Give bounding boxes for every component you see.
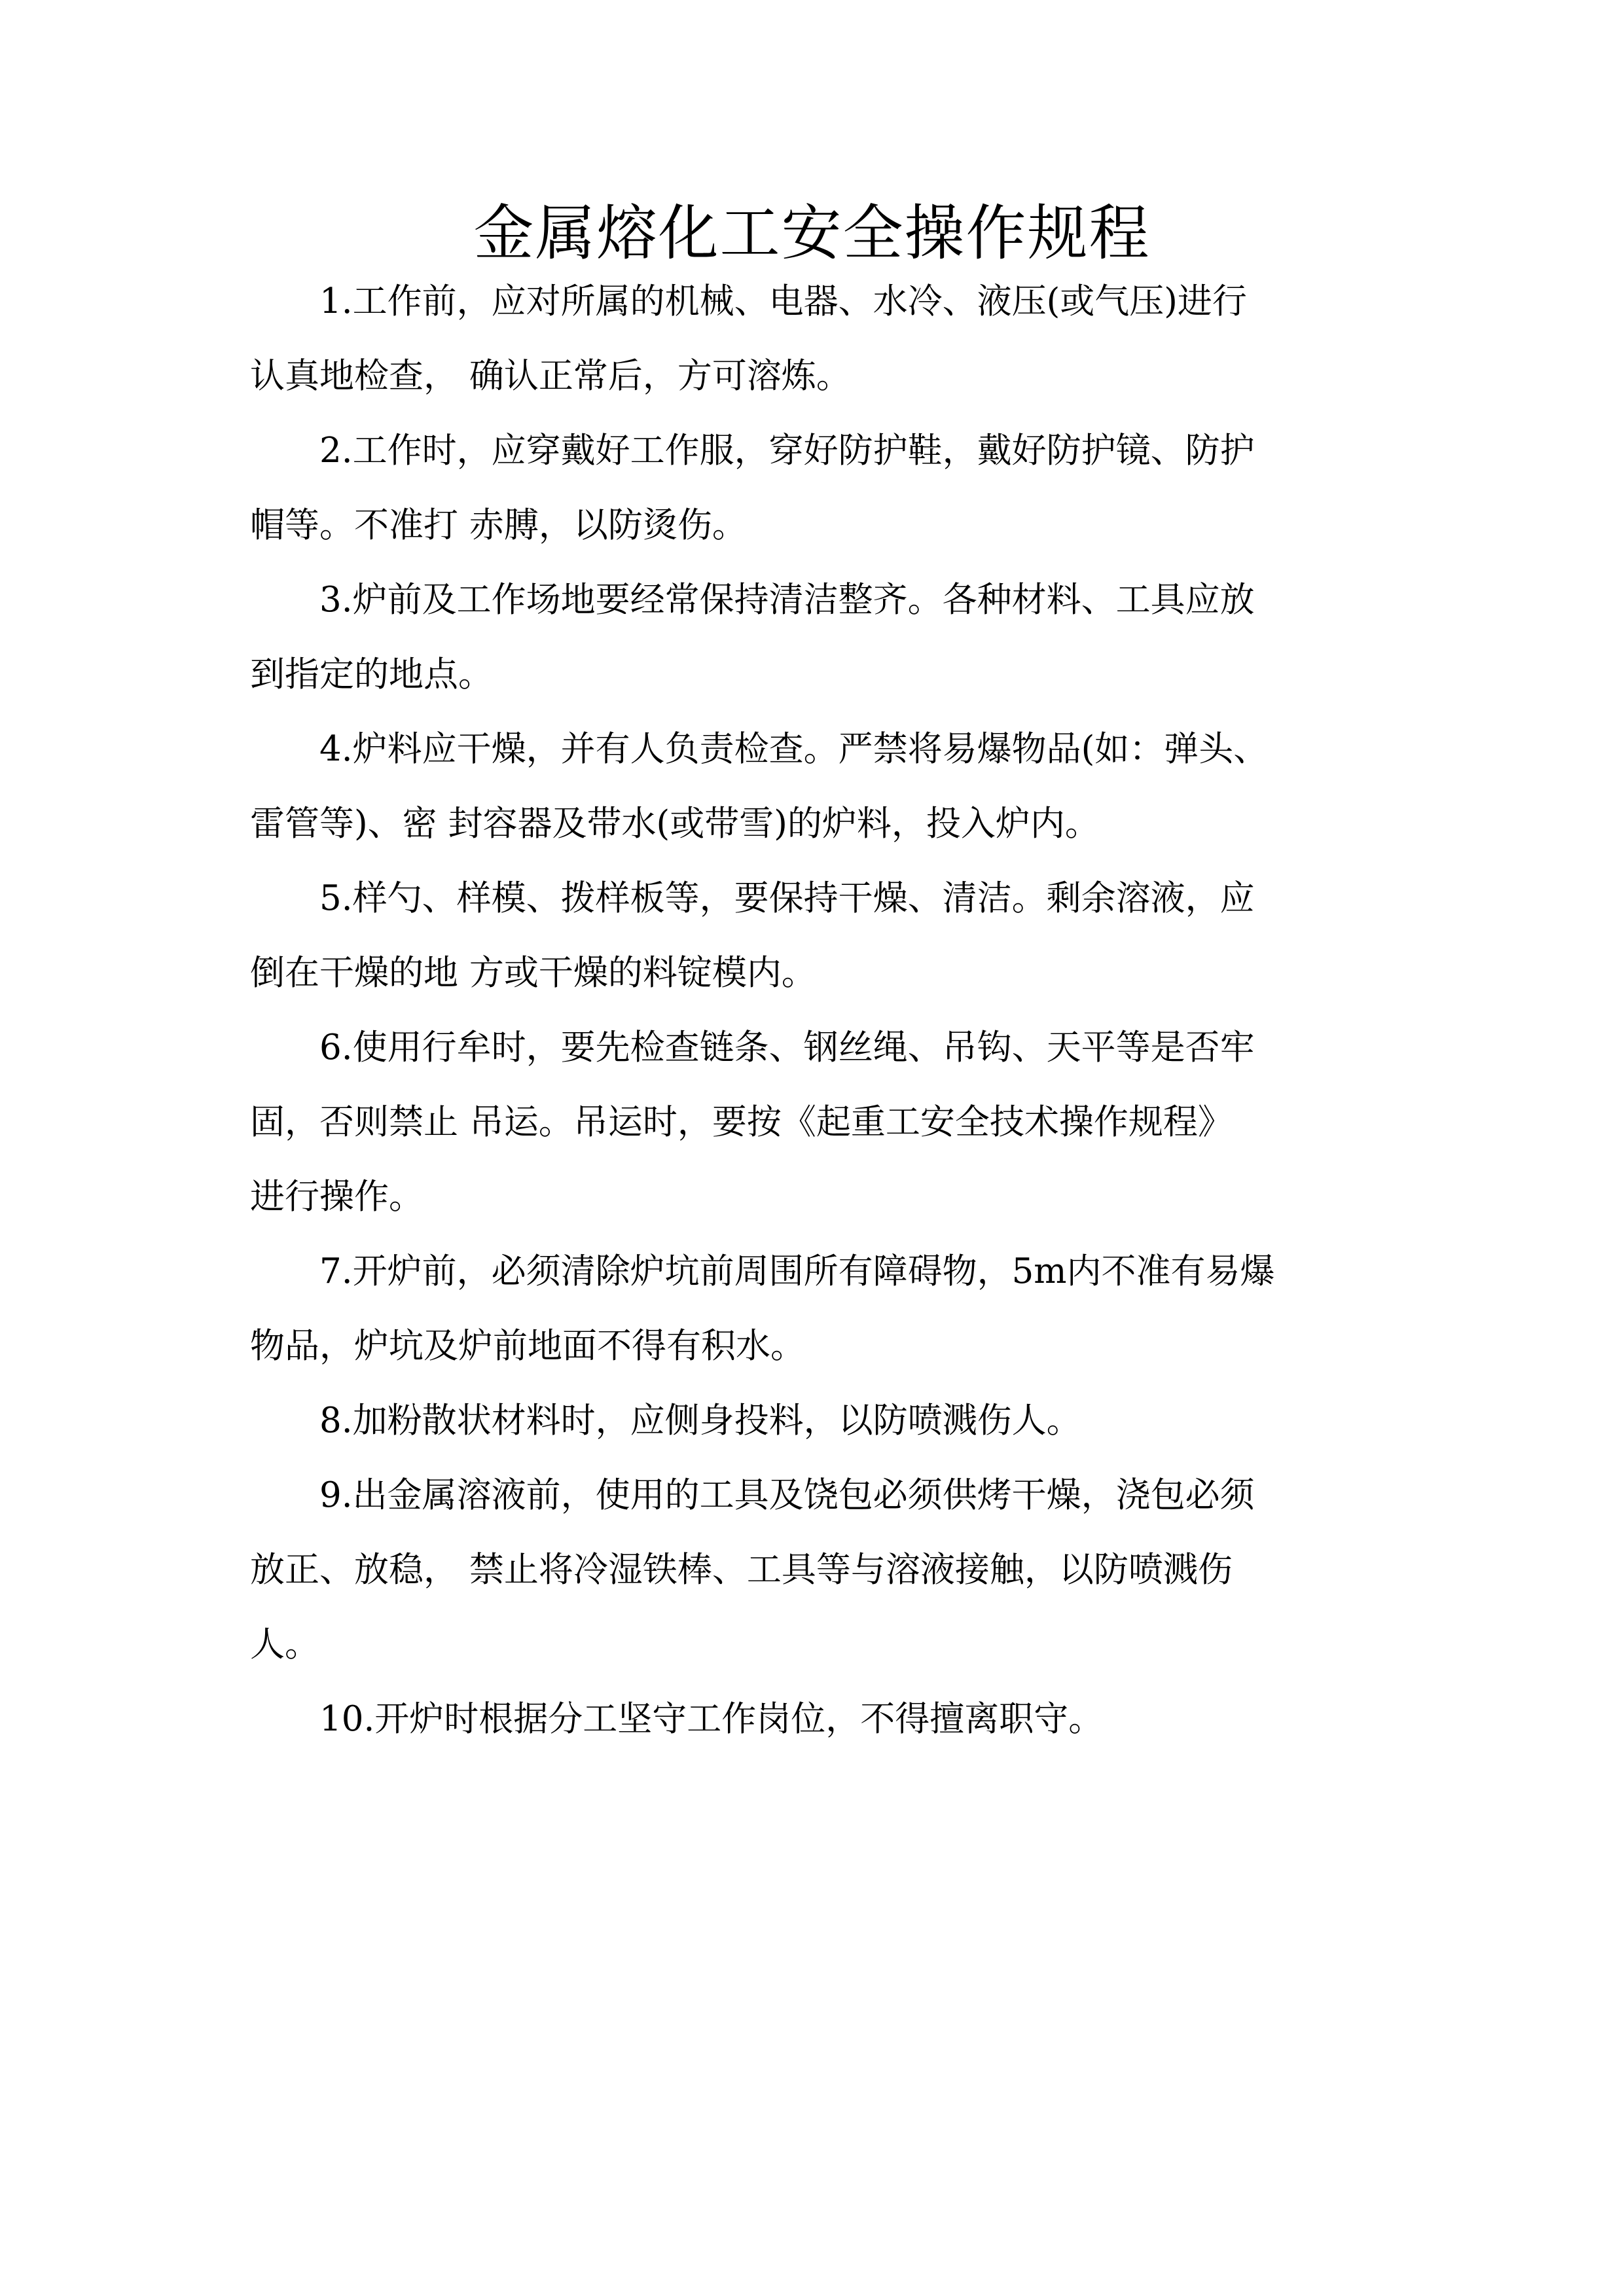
rule-line: 1.工作前，应对所属的机械、电器、水冷、液压(或气压)进行 — [319, 281, 1247, 321]
rule-line: 9.出金属溶液前，使用的工具及饶包必须供烤干燥，浇包必须 — [319, 1475, 1255, 1515]
rule-item-8 — [250, 1384, 1376, 1458]
rule-item-3 — [250, 563, 1376, 712]
rule-line: 3.炉前及工作场地要经常保持清洁整齐。各种材料、工具应放 — [319, 580, 1255, 620]
rule-line: 雷管等)、密 封容器及带水(或带雪)的炉料，投入炉内。 — [250, 804, 1100, 844]
rule-item-2 — [250, 414, 1376, 563]
rule-line: 物品，炉坑及炉前地面不得有积水。 — [250, 1326, 805, 1366]
rule-line: 帽等。不准打 赤膊，以防烫伤。 — [250, 505, 747, 545]
rule-item-7 — [250, 1234, 1376, 1384]
rule-line: 6.使用行牟时，要先检查链条、钢丝绳、吊钩、天平等是否牢 — [319, 1028, 1255, 1067]
rule-item-9 — [250, 1458, 1376, 1682]
rule-line: 人。 — [250, 1624, 319, 1664]
rule-line: 放正、放稳， 禁止将冷湿铁棒、工具等与溶液接触，以防喷溅伤 — [250, 1550, 1233, 1590]
rule-line: 4.炉料应干燥，并有人负责检查。严禁将易爆物品(如：弹头、 — [319, 729, 1269, 769]
rule-line: 5.样勺、样模、拨样板等，要保持干燥、清洁。剩余溶液，应 — [319, 878, 1255, 918]
rule-item-6 — [250, 1011, 1376, 1234]
rule-line: 固，否则禁止 吊运。吊运时，要按《起重工安全技术操作规程》 — [250, 1102, 1233, 1142]
rule-line: 进行操作。 — [250, 1177, 424, 1217]
rule-line: 7.开炉前，必须清除炉坑前周围所有障碍物，5m内不准有易爆 — [319, 1251, 1275, 1291]
rule-line: 10.开炉时根据分工坚守工作岗位，不得擅离职守。 — [319, 1699, 1104, 1739]
rule-line: 认真地检查， 确认正常后，方可溶炼。 — [250, 356, 851, 396]
rule-line: 到指定的地点。 — [250, 655, 493, 694]
rule-item-1 — [250, 264, 1376, 414]
rule-item-10 — [250, 1682, 1376, 1757]
rule-line: 8.加粉散状材料时，应侧身投料，以防喷溅伤人。 — [319, 1401, 1081, 1441]
document-body — [250, 264, 1376, 1757]
rule-item-4 — [250, 712, 1376, 861]
rule-line: 2.工作时，应穿戴好工作服，穿好防护鞋，戴好防护镜、防护 — [319, 431, 1255, 471]
document-title: 金属熔化工安全操作规程 — [473, 198, 1151, 268]
rule-item-5 — [250, 861, 1376, 1011]
rule-line: 倒在干燥的地 方或干燥的料锭模内。 — [250, 953, 816, 993]
